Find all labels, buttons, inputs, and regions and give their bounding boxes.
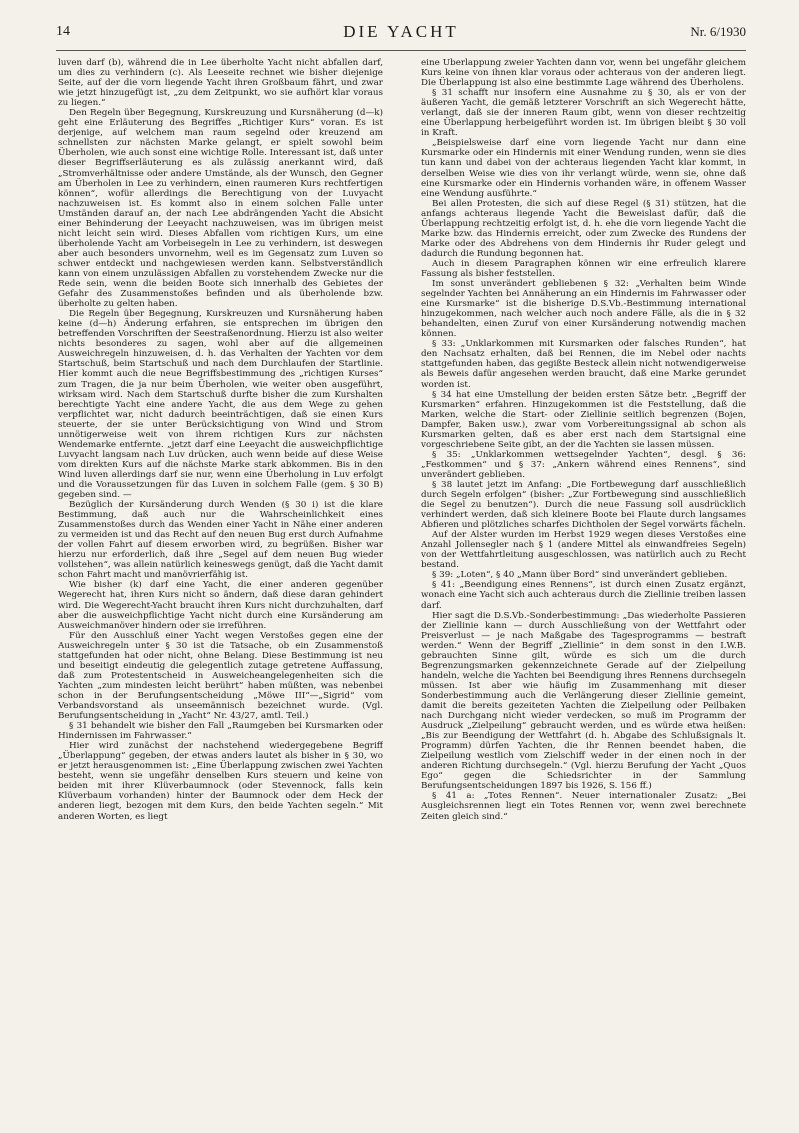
paragraph: Wie bisher (k) darf eine Yacht, die einer anderen gegenüber Wegerecht hat, ihren Kurs nicht so ändern, daß diese daran gehindert wird. Die Wegerecht-Yacht braucht ihren Kurs nicht durchzuhalten, darf aber die ausweichpflichtige Yacht nicht durch eine Kursänderung am Ausweichmanöver hindern oder sie irreführen. bbox=[58, 580, 383, 631]
paragraph: Die Regeln über Begegnung, Kurskreuzen und Kursnäherung haben keine (d—h) Änderung erfahren, sie entsprechen im übrigen den betreffenden Vorschriften der Seestraßenordnung. Hierzu ist also weiter nichts besonderes zu sagen, wohl aber auf die allgemeinen Ausweichregeln hinzuweisen, d. h. das Verhalten der Yachten vor dem Startschuß, beim Startschuß und nach dem Durchlaufen der Startlinie. Hier kommt auch die neue Begriffsbestimmung des „richtigen Kurses“ zum Tragen, die ja nur beim Überholen, wie weiter oben ausgeführt, wirksam wird. Nach dem Startschuß durfte bisher die zum Kurshalten berechtigte Yacht eine andere Yacht, die aus dem Wege zu gehen verpflichtet war, nicht dadurch beeinträchtigen, daß sie einen Kurs steuerte, der sie unter Berücksichtigung von Wind und Strom unnötigerweise weit von ihrem richtigen Kurs zur nächsten Wendemarke entfernte. „jetzt darf eine Leeyacht die ausweichpflichtige Luvyacht langsam nach Luv drücken, auch wenn beide auf diese Weise vom direkten Kurs auf die nächste Marke stark abkommen. Bis in den Wind luven allerdings darf sie nur, wenn eine Überholung in Luv erfolgt und die Voraussetzungen für das Luven in solchem Falle (gem. § 30 B) gegeben sind. — bbox=[58, 309, 383, 501]
paragraph: § 31 behandelt wie bisher den Fall „Raumgeben bei Kursmarken oder Hindernissen im Fahrwasser.“ bbox=[58, 721, 383, 742]
paragraph: Bei allen Protesten, die sich auf diese Regel (§ 31) stützen, hat die anfangs achteraus liegende Yacht die Beweislast dafür, daß die Überlappung rechtzeitig erfolgt ist, d. h. ehe die vorn liegende Yacht die Marke bzw. das Hindernis erreicht, oder zum Zwecke des Rundens der Marke oder des Abdrehens von dem Hindernis ihr Ruder gelegt und dadurch die Rundung begonnen hat. bbox=[421, 198, 746, 259]
paragraph: § 34 hat eine Umstellung der beiden ersten Sätze betr. „Begriff der Kursmarken“ erfahren. Hinzugekommen ist die Feststellung, daß die Marken, welche die Start- oder Ziellinie seitlich begrenzen (Bojen, Dampfer, Baken usw.), zwar vom Vorbereitungssignal ab schon als Kursmarken gelten, daß es aber erst nach dem Startsignal eine vorgeschriebene Seite gibt, an der die Yachten sie lassen müssen. bbox=[421, 389, 746, 450]
issue-number: Nr. 6/1930 bbox=[690, 24, 746, 39]
paragraph: § 39: „Loten“, § 40 „Mann über Bord“ sind unverändert geblieben. bbox=[432, 570, 728, 581]
paragraph: Hier wird zunächst der nachstehend wiedergegebene Begriff „Überlappung“ gegeben, der etwas anders lautet als bisher in § 30, wo er jetzt herausgenommen ist: „Eine Überlappung zwischen zwei Yachten besteht, wenn sie ungefähr denselben Kurs steuern und keine von beiden mit ihrer Klüverbaumnock (oder Stevennock, falls kein Klüverbaum vorhanden) hinter der Baumnock oder dem Heck der anderen liegt, bezogen mit dem Kurs, den beide Yachten segeln.“ Mit anderen Worten, es liegt bbox=[58, 741, 383, 822]
paragraph: § 38 lautet jetzt im Anfang: „Die Fortbewegung darf ausschließlich durch Segeln erfolgen“ (bisher: „Zur Fortbewegung sind ausschließlich die Segel zu benutzen“). Durch die neue Fassung soll ausdrücklich verhindert werden, daß sich kleinere Boote bei Flaute durch langsames Abfieren und plötzliches scharfes Dichtholen der Segel vorwärts fächeln. bbox=[421, 479, 746, 531]
paragraph: eine Überlappung zweier Yachten dann vor, wenn bei ungefähr gleichem Kurs keine von ihnen klar voraus oder achteraus von der anderen liegt. Die Überlappung ist also eine bestimmte Lage während des Überholens. bbox=[421, 58, 746, 89]
left-column bbox=[58, 58, 383, 1098]
page-header bbox=[56, 22, 746, 46]
paragraph: Bezüglich der Kursänderung durch Wenden (§ 30 i) ist die klare Bestimmung, daß auch nur die Wahrscheinlichkeit eines Zusammenstoßes durch das Wenden einer Yacht in Nähe einer anderen zu vermeiden ist und das Recht auf den neuen Bug erst durch Aufnahme der vollen Fahrt auf diesem erworben wird, zu begrüßen. Bisher war hierzu nur erforderlich, daß ihre „Segel auf dem neuen Bug wieder vollstehen“, was allein natürlich keineswegs genügt, daß die Yacht damit schon Fahrt macht und manövrierfähig ist. bbox=[58, 500, 383, 581]
page-number: 14 bbox=[56, 24, 70, 39]
paragraph: § 35: „Unklarkommen wettsegelnder Yachten“, desgl. § 36: „Festkommen“ und § 37: „Ankern während eines Rennens“, sind unverändert geblieben. bbox=[421, 449, 746, 480]
paragraph: § 33: „Unklarkommen mit Kursmarken oder falsches Runden“, hat den Nachsatz erhalten, daß bei Rennen, die im Nebel oder nachts stattgefunden haben, das gegißte Besteck allein nicht notwendigerweise als Beweis dafür angesehen werden braucht, daß eine Marke gerundet worden ist. bbox=[421, 339, 746, 390]
paragraph: Auch in diesem Paragraphen können wir eine erfreulich klarere Fassung als bisher feststellen. bbox=[421, 258, 746, 279]
right-column bbox=[421, 58, 746, 1098]
paragraph: § 41 a: „Totes Rennen“. Neuer internationaler Zusatz: „Bei Ausgleichsrennen liegt ein Totes Rennen vor, wenn zwei berechnete Zeiten gleich sind.“ bbox=[421, 791, 746, 822]
paragraph: Für den Ausschluß einer Yacht wegen Verstoßes gegen eine der Ausweichregeln unter § 30 ist die Tatsache, ob ein Zusammenstoß stattgefunden hat oder nicht, ohne Belang. Diese Bestimmung ist neu und beseitigt eindeutig die gelegentlich zutage getretene Auffassung, daß zum Protestentscheid in Ausweicheangelegenheiten sich die Yachten „zum mindesten leicht berührt“ haben müßten, was nebenbei schon in der Berufungsentscheidung „Möwe III“—„Sigrid“ vom Verbandsvorstand als unseemännisch bezeichnet wurde. (Vgl. Berufungsentscheidung in „Yacht“ Nr. 43/27, amtl. Teil.) bbox=[58, 630, 383, 722]
paragraph: Im sonst unverändert gebliebenen § 32: „Verhalten beim Winde segelnder Yachten bei Annäherung an ein Hindernis im Fahrwasser oder eine Kursmarke“ ist die bisherige D.S.Vb.-Bestimmung international hinzugekommen, nach welcher auch noch andere Fälle, als die in § 32 behandelten, einen Zuruf von einer Kursänderung notwendig machen können. bbox=[421, 279, 746, 340]
paragraph: Hier sagt die D.S.Vb.-Sonderbestimmung: „Das wiederholte Passieren der Ziellinie kann — durch Ausschließung von der Wettfahrt oder Preisverlust — je nach Maßgabe des Tagesprogramms — bestraft werden.“ Wenn der Begriff „Ziellinie“ in dem sonst in den I.W.B. gebrauchten Sinne gilt, würde es sich um die durch Begrenzungsmarken gekennzeichnete Gerade auf der Zielpeilung handeln, welche die Yachten bei Beendigung ihres Rennens durchsegeln müssen. Ist aber wie häufig im Zusammenhang mit dieser Sonderbestimmung auch die Verlängerung dieser Ziellinie gemeint, damit die bereits gezeiteten Yachten die Zielpeilung oder Peilbaken nach Durchgang nicht wieder verdecken, so muß im Programm der Ausdruck „Zielpeilung“ gebraucht werden, und es würde etwa heißen: „Bis zur Beendigung der Wettfahrt (d. h. Abgabe des Schlußsignals lt. Programm) dürfen Yachten, die ihr Rennen beendet haben, die Zielpeilung westlich vom Zielschiff weder in der einen noch in der anderen Richtung durchsegeln.“ (Vgl. hierzu Berufung der Yacht „Quos Ego“ gegen die Schiedsrichter in der Sammlung Berufungsentscheidungen 1897 bis 1926, S. 156 ff.) bbox=[421, 610, 746, 792]
journal-title: DIE YACHT bbox=[343, 22, 459, 41]
paragraph: Auf der Alster wurden im Herbst 1929 wegen dieses Verstoßes eine Anzahl Jollensegler nach § 1 (andere Mittel als einwandfreies Segeln) von der Wettfahrtleitung ausgeschlossen, was natürlich auch zu Recht bestand. bbox=[421, 530, 746, 571]
paragraph: Den Regeln über Begegnung, Kurskreuzung und Kursnäherung (d—k) geht eine Erläuterung des Begriffes „Richtiger Kurs“ voran. Es ist derjenige, auf welchem man raum segelnd oder kreuzend am schnellsten zur nächsten Marke gelangt, er spielt sowohl beim Überholen, wie auch sonst eine wichtige Rolle. Interessant ist, daß unter dieser Begriffserläuterung es als zulässig anerkannt wird, daß „Stromverhältnisse oder andere Umstände, als der Wunsch, den Gegner am Überholen in Lee zu verhindern, einen raumeren Kurs rechtfertigen können“, wofür allerdings die Berechtigung von der Luvyacht nachzuweisen ist. Es kommt also in einem solchen Falle unter Umständen darauf an, der nach Lee abdrängenden Yacht die Absicht einer Behinderung der Leeyacht nachzuweisen, was im übrigen meist nicht leicht sein wird. Dieses Abfallen vom richtigen Kurs, um eine überholende Yacht am Vorbeisegeln in Lee zu verhindern, ist deswegen aber auch besonders unvornehm, weil es im Gegensatz zum Luven so schwer entdeckt und nachgewiesen werden kann. Selbstverständlich kann von einem unzulässigen Abfallen zu vorstehendem Zwecke nur die Rede sein, wenn die beiden Boote sich innerhalb des Gebietes der Gefahr des Zusammenstoßes befinden und als überholende bzw. überholte zu gelten haben. bbox=[58, 108, 383, 310]
paragraph: § 31 schafft nur insofern eine Ausnahme zu § 30, als er von der äußeren Yacht, die gemäß letzterer Vorschrift an sich Wegerecht hätte, verlangt, daß sie der inneren Raum gibt, wenn von dieser rechtzeitig eine Überlappung herbeigeführt worden ist. Im übrigen bleibt § 30 voll in Kraft. bbox=[421, 88, 746, 139]
paragraph: § 41: „Beendigung eines Rennens“, ist durch einen Zusatz ergänzt, wonach eine Yacht sich auch achteraus durch die Ziellinie treiben lassen darf. bbox=[421, 580, 746, 611]
paragraph: luven darf (b), während die in Lee überholte Yacht nicht abfallen darf, um dies zu verhindern (c). Als Leeseite rechnet wie bisher diejenige Seite, auf der die vorn liegende Yacht ihren Großbaum fährt, und zwar wie jetzt hinzugefügt ist, „zu dem Zeitpunkt, wo sie aufhört klar voraus zu liegen.“ bbox=[58, 58, 383, 109]
paragraph: „Beispielsweise darf eine vorn liegende Yacht nur dann eine Kursmarke oder ein Hindernis mit einer Wendung runden, wenn sie dies tun kann und dabei von der achteraus liegenden Yacht klar kommt, in derselben Weise wie dies von ihr verlangt würde, wenn sie, ohne daß eine Kursmarke oder ein Hindernis vorhanden wäre, in offenem Wasser eine Wendung ausführte.“ bbox=[421, 138, 746, 199]
header-rule bbox=[56, 50, 746, 51]
